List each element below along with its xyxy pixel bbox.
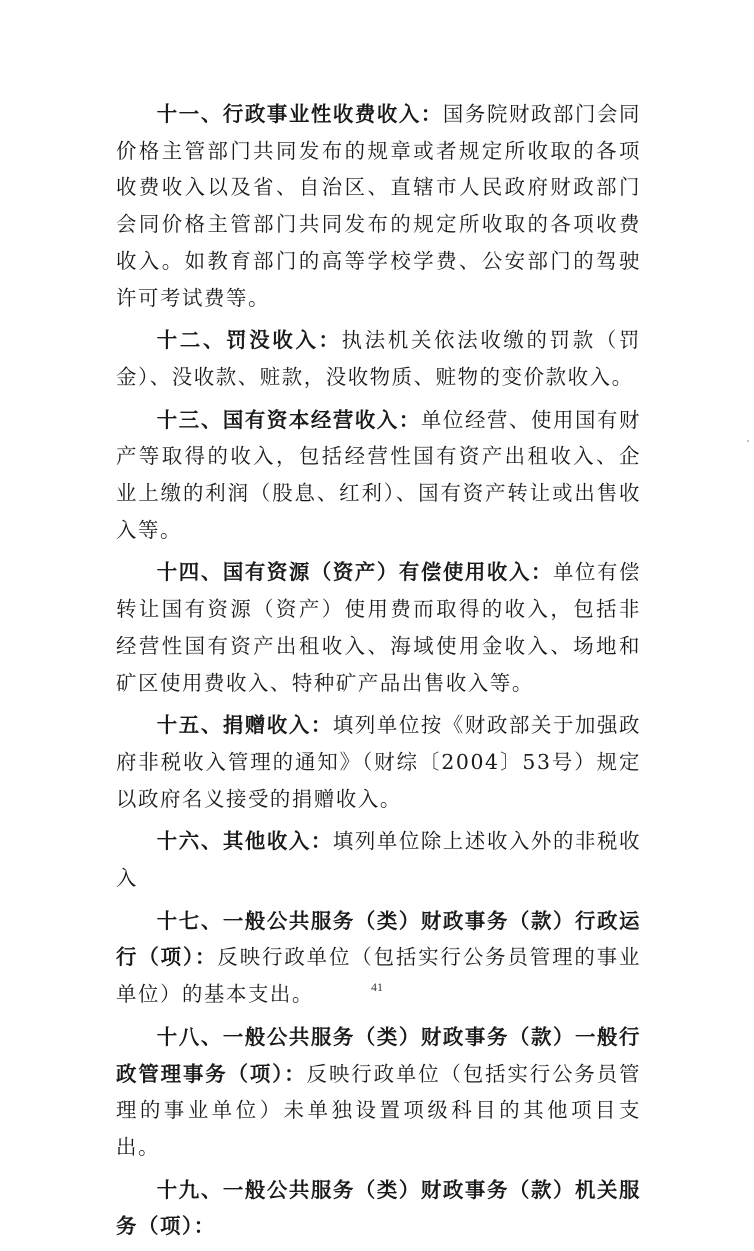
paragraph-text: 反映行政单位（包括实行公务员管理的事业单位）的基本支出。 [116,945,641,1007]
paragraph-term: 十九、一般公共服务（类）财政事务（款）机关服务（项）： [116,1177,641,1239]
paragraph-18 [116,1019,641,1166]
paragraph-12 [116,322,641,395]
paragraph-17 [116,903,641,1013]
paragraph-text: 填列单位按《财政部关于加强政府非税收入管理的通知》（财综〔2004〕53号）规定以政府名义接受的捐赠收入。 [116,713,641,811]
paragraph-text: 国务院财政部门会同价格主管部门共同发布的规章或者规定所收取的各项收费收入以及省、自治区、直辖市人民政府财政部门会同价格主管部门共同发布的规定所收取的各项收费收入。如教育部门的高等学校学费、公安部门的驾驶许可考试费等。 [116,102,641,310]
paragraph-term: 十一、行政事业性收费收入： [156,102,443,126]
paragraph-text: 单位有偿转让国有资源（资产）使用费而取得的收入，包括非经营性国有资产出租收入、海域使用金收入、场地和矿区使用费收入、特种矿产品出售收入等。 [116,560,641,695]
scan-speck [747,440,749,442]
paragraph-11 [116,96,641,316]
paragraph-term: 十三、国有资本经营收入： [156,407,421,432]
paragraph-16 [116,823,641,896]
paragraph-14 [116,554,641,701]
paragraph-term: 十七、一般公共服务（类）财政事务（款）行政运行（项）： [116,908,641,970]
paragraph-13 [116,402,641,549]
paragraph-term: 十六、其他收入： [156,829,333,854]
paragraph-term: 十五、捐赠收入： [156,713,333,738]
paragraph-text: 单位经营、使用国有财产等取得的收入，包括经营性国有资产出租收入、企业上缴的利润（股息、红利）、国有资产转让或出售收入等。 [116,407,642,542]
paragraph-19 [116,1172,641,1245]
paragraph-text: 填列单位除上述收入外的非税收入 [116,829,641,891]
paragraph-text: 执法机关依法收缴的罚款（罚金）、没收款、赃款，没收物质、赃物的变价款收入。 [116,328,641,389]
page-number: 41 [371,980,383,994]
paragraph-15 [116,707,641,817]
paragraph-text: 反映行政单位（包括实行公务员管理的事业单位）未单独设置项级科目的其他项目支出。 [116,1061,642,1159]
document-body [116,96,641,1251]
paragraph-term: 十二、罚没收入： [156,328,342,353]
paragraph-term: 十八、一般公共服务（类）财政事务（款）一般行政管理事务（项）： [116,1024,641,1086]
paragraph-term: 十四、国有资源（资产）有偿使用收入： [156,560,553,585]
